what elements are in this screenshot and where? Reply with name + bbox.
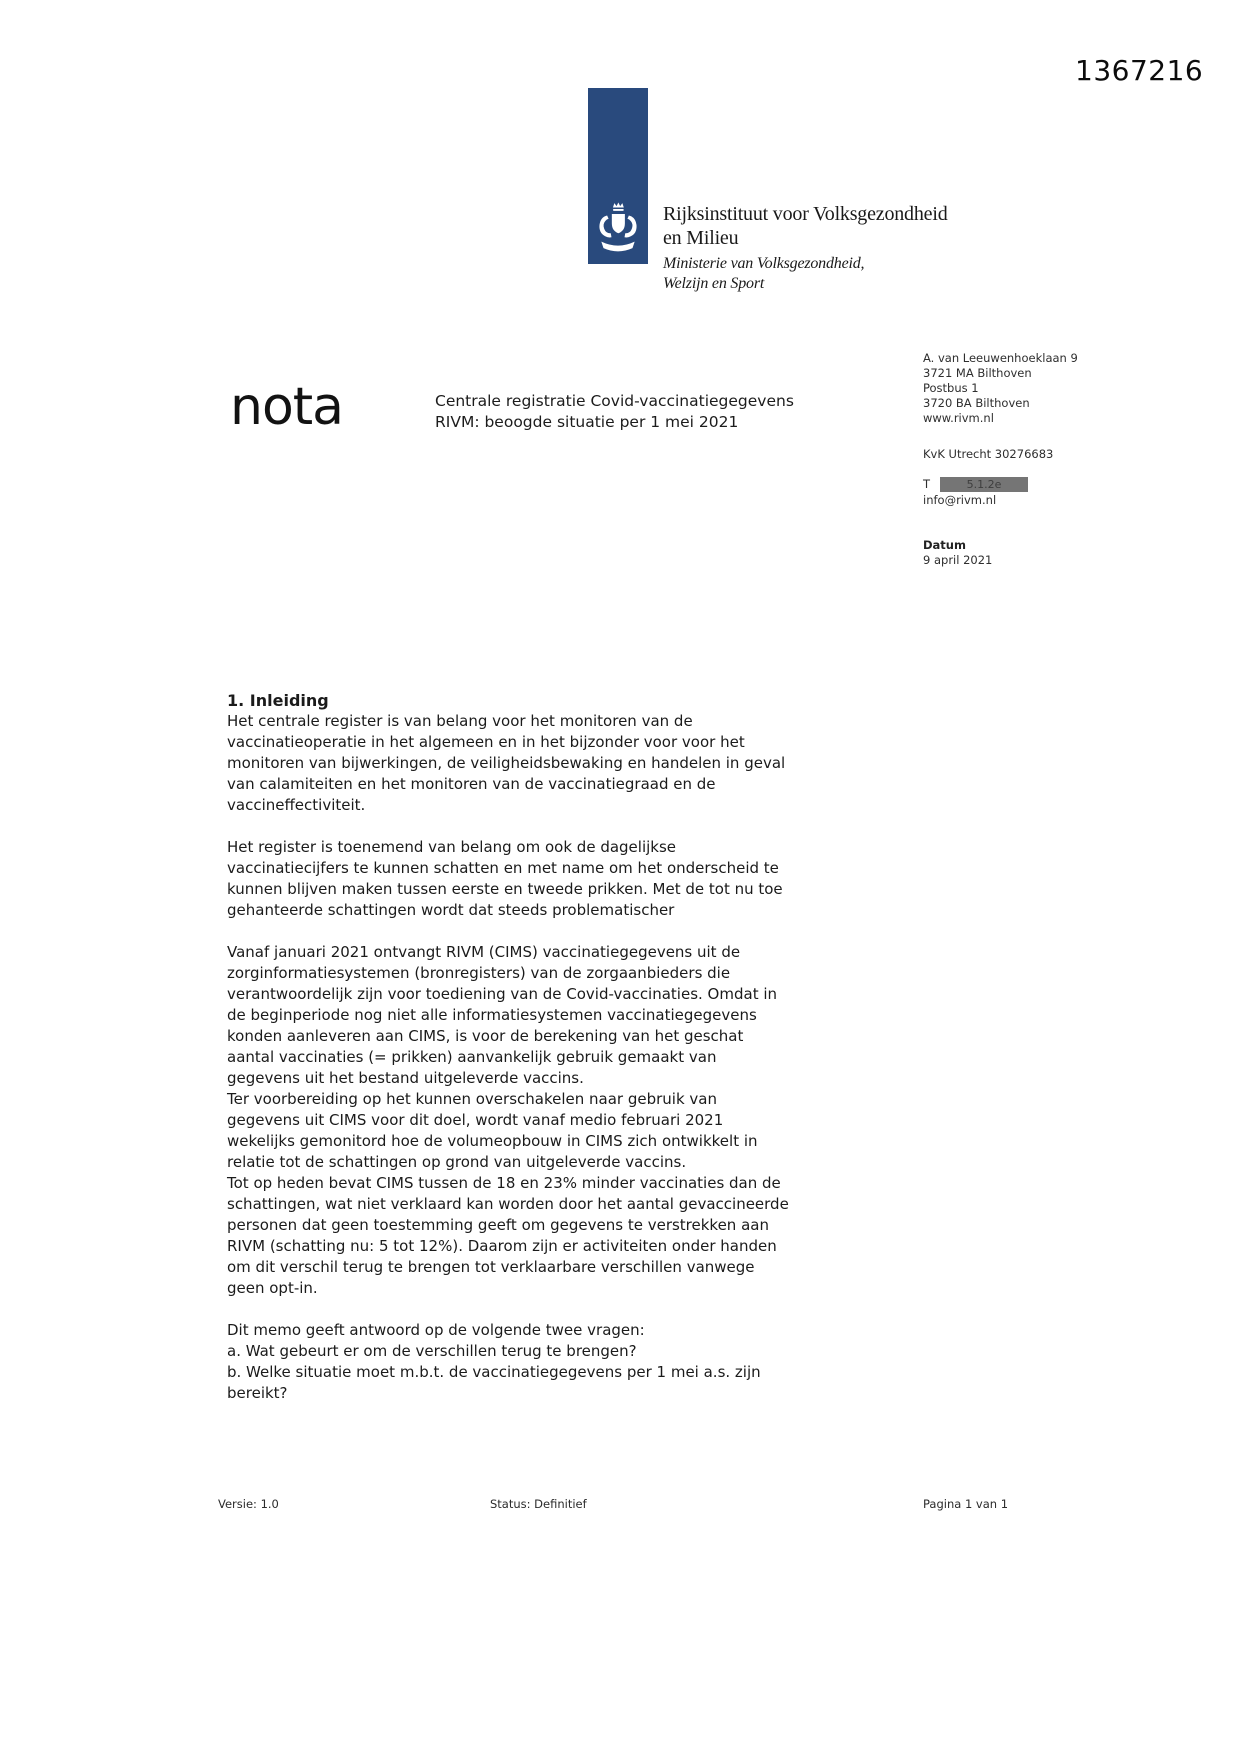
- kvk-line: KvK Utrecht 30276683: [923, 447, 1054, 461]
- footer-status: Status: Definitief: [490, 1497, 587, 1511]
- body-line: Dit memo geeft antwoord op de volgende twee vragen:: [227, 1321, 645, 1339]
- footer-versie: Versie: 1.0: [218, 1497, 279, 1511]
- body-line: om dit verschil terug te brengen tot verklaarbare verschillen vanwege: [227, 1258, 755, 1276]
- body-line: geen opt-in.: [227, 1279, 318, 1297]
- org-name-line1: Rijksinstituut voor Volksgezondheid: [663, 203, 948, 225]
- coat-of-arms-icon: [596, 201, 640, 259]
- body-line: gegevens uit CIMS voor dit doel, wordt vanaf medio februari 2021: [227, 1111, 724, 1129]
- body-line: vaccinatiecijfers te kunnen schatten en met name om het onderscheid te: [227, 859, 779, 877]
- body-line: verantwoordelijk zijn voor toediening van de Covid-vaccinaties. Omdat in: [227, 985, 778, 1003]
- body-line: a. Wat gebeurt er om de verschillen terug te brengen?: [227, 1342, 637, 1360]
- body-line: gegevens uit het bestand uitgeleverde vaccins.: [227, 1069, 584, 1087]
- phone-row: [923, 476, 1153, 492]
- body-line: Het centrale register is van belang voor het monitoren van de: [227, 712, 693, 730]
- body-line: Ter voorbereiding op het kunnen overschakelen naar gebruik van: [227, 1090, 717, 1108]
- body-line: schattingen, wat niet verklaard kan worden door het aantal gevaccineerde: [227, 1195, 789, 1213]
- subject-line2: RIVM: beoogde situatie per 1 mei 2021: [435, 413, 739, 431]
- rijksoverheid-logo-band: [588, 88, 648, 264]
- body-line: 1. Inleiding: [227, 691, 329, 710]
- logo-text-block: [663, 202, 948, 294]
- address-line: www.rivm.nl: [923, 411, 994, 425]
- body-line: wekelijks gemonitord hoe de volumeopbouw in CIMS zich ontwikkelt in: [227, 1132, 758, 1150]
- address-block: [923, 351, 1153, 426]
- body-line: konden aanleveren aan CIMS, is voor de berekening van het geschat: [227, 1027, 744, 1045]
- memo-body: [227, 690, 867, 1404]
- body-line: kunnen blijven maken tussen eerste en tweede prikken. Met de tot nu toe: [227, 880, 783, 898]
- org-name-line2: en Milieu: [663, 227, 739, 249]
- body-line: bereikt?: [227, 1384, 288, 1402]
- body-line: [227, 816, 867, 837]
- body-line: b. Welke situatie moet m.b.t. de vaccinatiegegevens per 1 mei a.s. zijn: [227, 1363, 761, 1381]
- subject-block: [435, 391, 794, 433]
- email-line: info@rivm.nl: [923, 493, 997, 507]
- body-line: aantal vaccinaties (= prikken) aanvankelijk gebruik gemaakt van: [227, 1048, 717, 1066]
- ministry-line1: Ministerie van Volksgezondheid,: [663, 255, 865, 272]
- footer-pagina: Pagina 1 van 1: [923, 1497, 1009, 1511]
- phone-label: T: [923, 476, 931, 491]
- body-line: relatie tot de schattingen op grond van uitgeleverde vaccins.: [227, 1153, 687, 1171]
- datum-label: Datum: [923, 538, 966, 552]
- body-line: RIVM (schatting nu: 5 tot 12%). Daarom zijn er activiteiten onder handen: [227, 1237, 777, 1255]
- body-line: [227, 1299, 867, 1320]
- nota-title: nota: [230, 377, 344, 437]
- body-line: zorginformatiesystemen (bronregisters) van de zorgaanbieders die: [227, 964, 731, 982]
- body-line: personen dat geen toestemming geeft om gegevens te verstrekken aan: [227, 1216, 769, 1234]
- body-line: monitoren van bijwerkingen, de veiligheidsbewaking en handelen in geval: [227, 754, 786, 772]
- address-line: Postbus 1: [923, 381, 979, 395]
- phone-redaction-box: 5.1.2e: [940, 477, 1028, 492]
- address-line: A. van Leeuwenhoeklaan 9: [923, 351, 1078, 365]
- body-line: [227, 921, 867, 942]
- body-line: Vanaf januari 2021 ontvangt RIVM (CIMS) vaccinatiegegevens uit de: [227, 943, 741, 961]
- body-line: Tot op heden bevat CIMS tussen de 18 en 23% minder vaccinaties dan de: [227, 1174, 781, 1192]
- body-line: vaccinatieoperatie in het algemeen en in het bijzonder voor voor het: [227, 733, 745, 751]
- body-line: Het register is toenemend van belang om ook de dagelijkse: [227, 838, 677, 856]
- subject-line1: Centrale registratie Covid-vaccinatiegegevens: [435, 392, 794, 410]
- contact-column: [923, 351, 1153, 568]
- document-number: 1367216: [1075, 54, 1204, 87]
- body-line: vaccineffectiviteit.: [227, 796, 366, 814]
- datum-value: 9 april 2021: [923, 553, 993, 567]
- address-line: 3720 BA Bilthoven: [923, 396, 1030, 410]
- ministry-line2: Welzijn en Sport: [663, 275, 765, 292]
- body-line: gehanteerde schattingen wordt dat steeds problematischer: [227, 901, 675, 919]
- body-line: de beginperiode nog niet alle informatiesystemen vaccinatiegegevens: [227, 1006, 757, 1024]
- address-line: 3721 MA Bilthoven: [923, 366, 1032, 380]
- body-line: van calamiteiten en het monitoren van de vaccinatiegraad en de: [227, 775, 716, 793]
